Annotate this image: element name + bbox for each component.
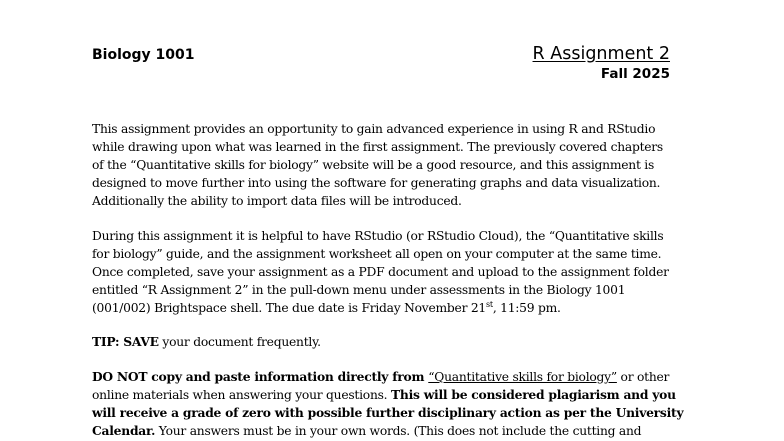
intro-line: while drawing upon what was learned in the first assignment. The previously covered chapters (92, 140, 663, 154)
intro-line: This assignment provides an opportunity to gain advanced experience in using R and RStudio (92, 122, 656, 136)
plagiarism-warning-paragraph (92, 368, 698, 440)
instructions-line: for biology” guide, and the assignment worksheet all open on your computer at the same time. (92, 247, 662, 261)
warning-plain-text: or other (616, 370, 670, 384)
assignment-title: R Assignment 2 (532, 44, 670, 64)
warning-bold-text: This will be considered plagiarism and you (391, 387, 676, 402)
quant-skills-link[interactable]: “Quantitative skills for biology” (428, 370, 617, 384)
instructions-line: During this assignment it is helpful to have RStudio (or RStudio Cloud), the “Quantitative skills (92, 229, 664, 243)
tip-line (92, 333, 698, 351)
tip-label: TIP: (92, 334, 124, 349)
warning-line (92, 404, 698, 422)
warning-bold-text: Calendar. (92, 423, 156, 438)
instructions-line: entitled “R Assignment 2” in the pull-down menu under assessments in the Biology 1001 (92, 283, 626, 297)
tip-paragraph (92, 333, 698, 351)
due-date-time: , 11:59 pm. (492, 301, 561, 315)
intro-line: designed to move further into using the software for generating graphs and data visualization. (92, 176, 661, 190)
due-date-line (92, 299, 698, 317)
intro-paragraph (92, 120, 698, 210)
course-title: Biology 1001 (92, 47, 195, 63)
tip-save-word: SAVE (123, 334, 159, 349)
due-date-ordinal: st (486, 300, 493, 309)
warning-line (92, 368, 698, 386)
intro-line: of the “Quantitative skills for biology” website will be a good resource, and this assignment is (92, 158, 655, 172)
due-date-text: (001/002) Brightspace shell. The due date is Friday November 21 (92, 301, 486, 315)
warning-line (92, 386, 698, 404)
instructions-paragraph (92, 227, 698, 317)
warning-plain-text: Your answers must be in your own words. (This does not include the cutting and (155, 424, 642, 438)
warning-bold-text: DO NOT copy and paste information directly from (92, 369, 429, 384)
term-label: Fall 2025 (600, 66, 670, 82)
instructions-line: Once completed, save your assignment as a PDF document and upload to the assignment folder (92, 265, 669, 279)
warning-plain-text: online materials when answering your questions. (92, 388, 391, 402)
warning-bold-text: will receive a grade of zero with possible further disciplinary action as per the University (92, 405, 684, 420)
intro-line: Additionally the ability to import data files will be introduced. (92, 194, 462, 208)
warning-line (92, 422, 698, 440)
tip-rest: your document frequently. (158, 335, 321, 349)
